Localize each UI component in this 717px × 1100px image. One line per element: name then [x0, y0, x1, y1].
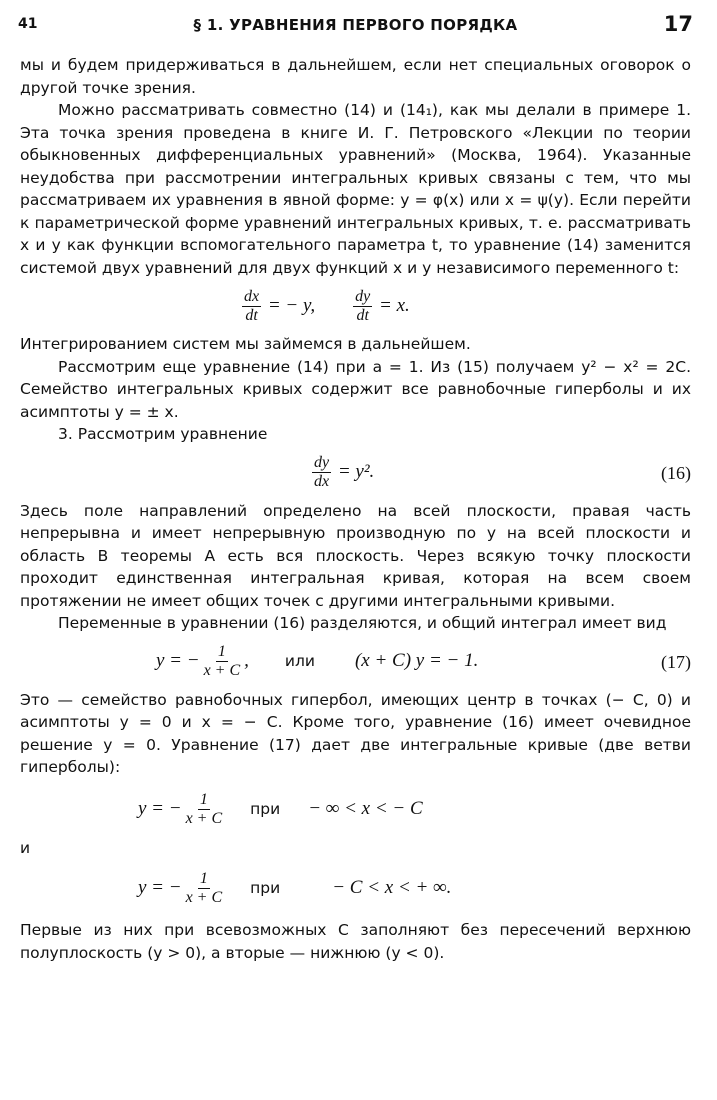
fraction-1-over-x-plus-c [184, 791, 225, 828]
paragraph-9: и [20, 838, 31, 857]
word-or: или [284, 652, 315, 671]
paragraph-10: Первые из них при всевозможных C заполняют без пересечений верхнюю полуплоскость (y > 0), а вторые — нижнюю (y < 0). [20, 921, 691, 962]
page-number: 17 [663, 12, 693, 36]
numerator: 1 [199, 869, 208, 887]
word-at: при [250, 878, 281, 897]
equation-rhs: = y². [333, 461, 375, 483]
denominator: x + C [185, 810, 223, 827]
paragraph-2: Можно рассматривать совместно (14) и (14₁), как мы делали в примере 1. Эта точка зрения проведена в книге И. Г. Петровского «Лекции по теории обыкновенных дифференциальных уравнений» (Москва, 1964). Указанные неудобства при рассмотрении интегральных кривых связаны с тем, что мы рассматриваем их уравнения в явной форме: y = φ(x) или x = ψ(y). Если перейти к параметрической форме уравнений интегральных кривых, т. е. рассматривать x и y как функции вспомогательного параметра t, то уравнение (14) заменится системой двух уравнений для двух функций x и y независимого переменного t: [20, 101, 691, 277]
paragraph-1: мы и будем придерживаться в дальнейшем, если нет специальных оговорок о другой точке зрения. [20, 56, 691, 97]
section-title: § 1. УРАВНЕНИЯ ПЕРВОГО ПОРЯДКА [193, 16, 518, 34]
paragraph-4: Рассмотрим еще уравнение (14) при a = 1. Из (15) получаем y² − x² = 2C. Семейство интегральных кривых содержит все равнобочные гиперболы и их асимптоты y = ± x. [20, 357, 691, 421]
range-condition: − ∞ < x < − C [308, 798, 423, 820]
paragraph-7: Переменные в уравнении (16) разделяются, и общий интеграл имеет вид [58, 614, 667, 632]
equation-number: (17) [661, 651, 691, 672]
page-header [18, 12, 693, 38]
fraction-1-over-x-plus-c [202, 643, 243, 680]
fraction-1-over-x-plus-c [184, 870, 225, 907]
paragraph-6: Здесь поле направлений определено на всей плоскости, правая часть непрерывна и имеет непрерывную производную по y на всей плоскости и область B теоремы A есть вся плоскость. Через всякую точку плоскости проходит единственная интегральная кривая, которая на всем своем протяжении не имеет общих точек с другими интегральными кривыми. [20, 501, 691, 610]
equation-rhs: = − y, [263, 294, 316, 316]
equation-alt: (x + C) y = − 1. [354, 650, 479, 672]
denominator: x + C [185, 888, 223, 906]
word-at: при [250, 800, 281, 819]
equation-branch-1 [20, 787, 691, 833]
numerator: 1 [199, 791, 208, 808]
numerator: dy [355, 287, 371, 305]
numerator: dx [244, 287, 260, 305]
paragraph-3: Интегрированием систем мы займемся в дальнейшем. [20, 335, 471, 353]
equation-system [20, 283, 691, 329]
equation-lhs: y = − [156, 650, 200, 672]
fraction-dx-dt [242, 288, 261, 325]
equation-rhs: = x. [374, 294, 410, 316]
equation-number: (16) [661, 462, 691, 483]
fraction-dy-dt [353, 288, 372, 325]
comma: , [244, 650, 249, 672]
denominator: dt [356, 306, 369, 324]
page-body [20, 54, 691, 964]
equation-lhs: y = − [138, 798, 182, 820]
numerator: dy [314, 454, 330, 471]
numerator: 1 [217, 643, 226, 660]
denominator: dx [314, 473, 330, 490]
header-left-mark: 41 [18, 16, 38, 32]
denominator: dt [245, 306, 258, 324]
equation-17 [20, 639, 691, 685]
denominator: x + C [203, 662, 241, 679]
equation-lhs: y = − [138, 876, 182, 898]
equation-branch-2 [20, 865, 691, 911]
range-condition: − C < x < + ∞. [332, 876, 452, 898]
paragraph-8: Это — семейство равнобочных гипербол, имеющих центр в точках (− C, 0) и асимптоты y = 0 и x = − C. Кроме того, уравнение (16) имеет очевидное решение y = 0. Уравнение (17) дает две интегральные кривые (две ветви гиперболы): [20, 690, 691, 776]
paragraph-5: 3. Рассмотрим уравнение [58, 425, 268, 443]
fraction-dy-dx [312, 454, 331, 491]
equation-16 [20, 450, 691, 496]
